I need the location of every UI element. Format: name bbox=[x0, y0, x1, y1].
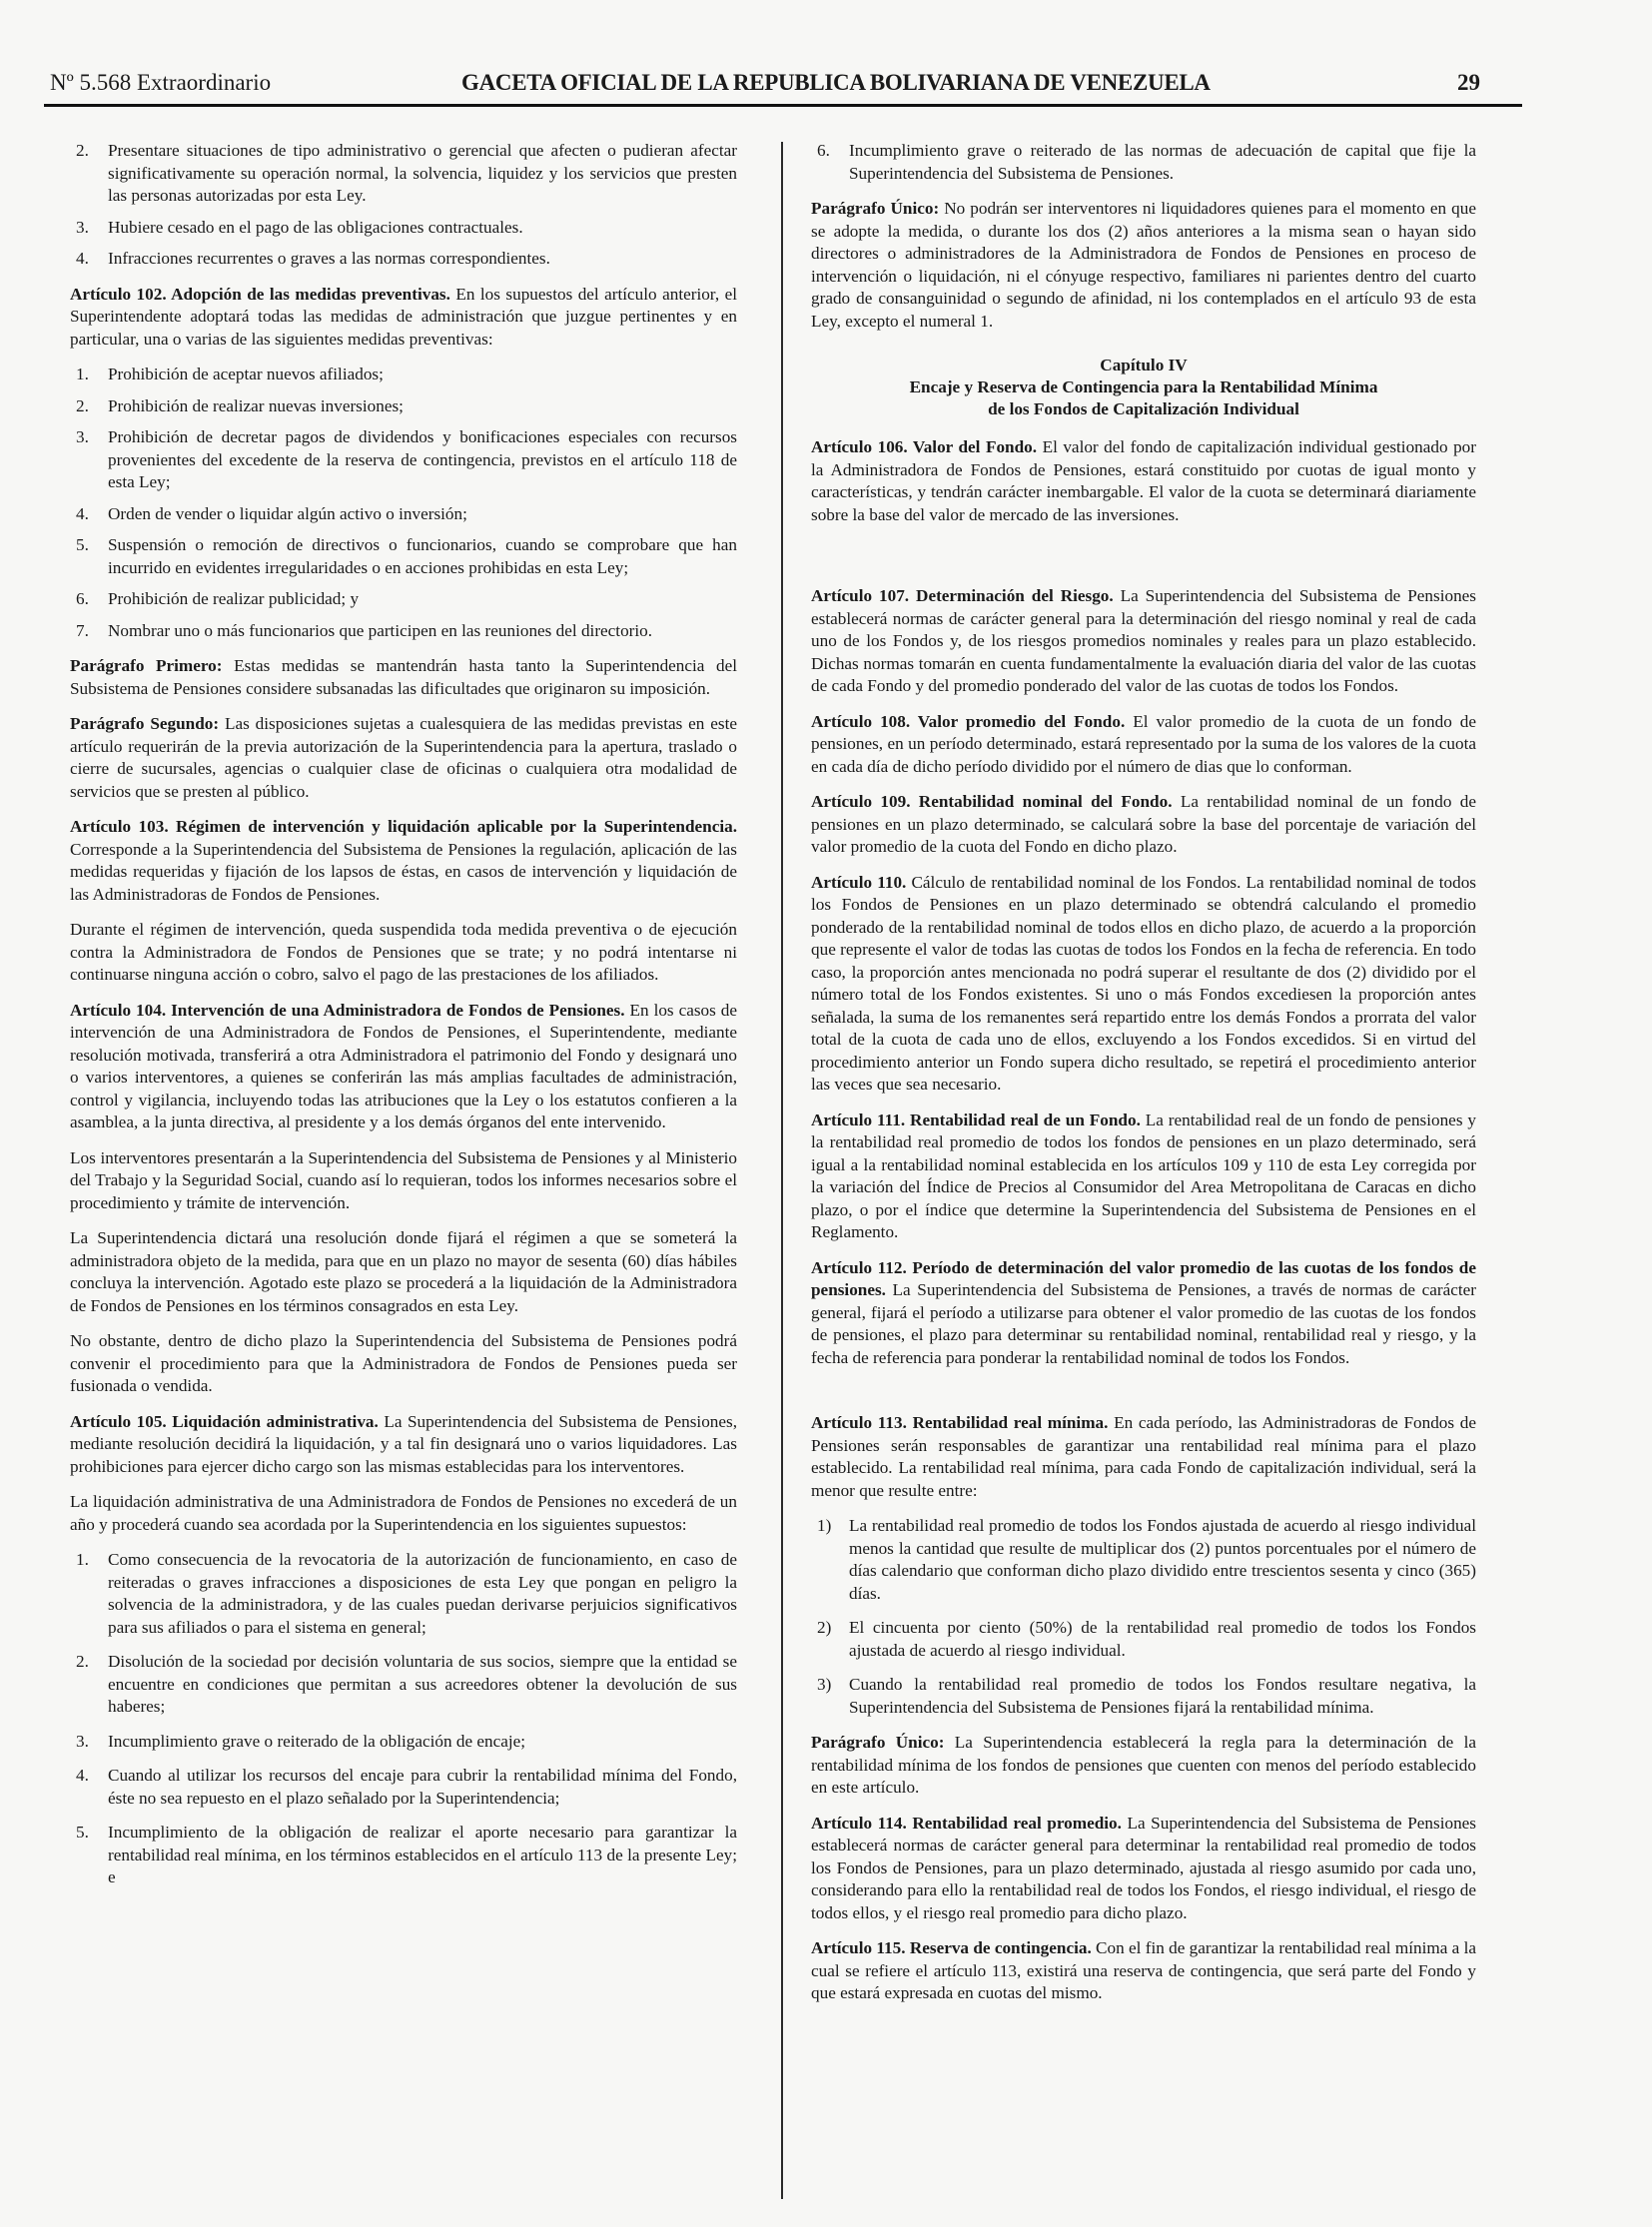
list-item-text: Prohibición de decretar pagos de dividendos y bonificaciones especiales con recursos provenientes del excedente de la reserva de contingencia, previstos en el artículo 118 de esta Ley; bbox=[108, 427, 737, 491]
article-104-paragraph-2: Los interventores presentarán a la Superintendencia del Subsistema de Pensiones y al Ministerio del Trabajo y la Seguridad Social, cuando así lo requieran, todos los informes necesarios sobre el procedimiento y trámite de intervención. bbox=[70, 1147, 737, 1212]
article-115: Artículo 115. Reserva de contingencia. Con el fin de garantizar la rentabilidad real mínima a la cual se refiere el artículo 113, existirá una reserva de contingencia, que será parte del Fondo y que estará expresada en cuotas del mismo. bbox=[811, 1938, 1477, 2002]
list-item bbox=[70, 620, 737, 643]
list-item-number: 3) bbox=[817, 1675, 832, 1694]
list-continued-b bbox=[811, 140, 1476, 185]
chapter-title-line-1: Encaje y Reserva de Contingencia para la Rentabilidad Mínima bbox=[909, 377, 1378, 396]
list-item-text: Suspensión o remoción de directivos o funcionarios, cuando se comprobare que han incurrido en evidentes irregularidades o en acciones prohibidas en esta Ley; bbox=[108, 535, 737, 577]
list-item-text: Prohibición de aceptar nuevos afiliados; bbox=[108, 365, 384, 383]
paragraph-unico-113: Parágrafo Único: La Superintendencia establecerá la regla para la determinación de la rentabilidad mínima de los fondos de pensiones que cuenten con menos del período establecido en este artículo. bbox=[811, 1733, 1476, 1797]
article-108: Artículo 108. Valor promedio del Fondo. El valor promedio de la cuota de un fondo de pensiones, en un período determinado, estará representado por la suma de los valores de la cuota en cada día de dicho período dividido por el número de dias que lo conforman. bbox=[811, 711, 1476, 776]
list-item-text: Cuando la rentabilidad real promedio de todos los Fondos resultare negativa, la Superintendencia del Subsistema de Pensiones fijará la rentabilidad mínima. bbox=[849, 1675, 1476, 1717]
list-item-text: Nombrar uno o más funcionarios que participen en las reuniones del directorio. bbox=[108, 620, 653, 640]
gazette-title: GACETA OFICIAL DE LA REPUBLICA BOLIVARIANA DE VENEZUELA bbox=[461, 70, 1211, 95]
list-continued-a bbox=[70, 140, 737, 271]
list-item-text: Hubiere cesado en el pago de las obligaciones contractuales. bbox=[108, 217, 523, 237]
list-item-text: Incumplimiento grave o reiterado de las normas de adecuación de capital que fije la Superintendencia del Subsistema de Pensiones. bbox=[849, 141, 1476, 183]
list-item-text: Como consecuencia de la revocatoria de la autorización de funcionamiento, en caso de reiteradas o graves infracciones a disposiciones de esta Ley que pongan en peligro la solvencia de la administradora, y de las cuales puedan derivarse perjuicios significativos para sus afiliados o para el sistema en general; bbox=[108, 1550, 737, 1637]
spacer bbox=[811, 1382, 1476, 1412]
page-number: 29 bbox=[1457, 70, 1480, 95]
list-item-number: 3. bbox=[76, 1731, 89, 1751]
list-item bbox=[811, 1674, 1476, 1719]
list-item-number: 6. bbox=[76, 589, 89, 608]
chapter-number: Capítulo IV bbox=[1100, 356, 1188, 374]
list-item-number: 5. bbox=[76, 1823, 89, 1842]
list-item bbox=[70, 1651, 737, 1719]
list-item-number: 6. bbox=[817, 141, 830, 160]
list-item-number: 1. bbox=[76, 1550, 89, 1569]
article-105-paragraph-2: La liquidación administrativa de una Administradora de Fondos de Pensiones no excederá de un año y procederá cuando sea acordada por la Superintendencia en los siguientes supuestos: bbox=[70, 1492, 737, 1534]
paragraph-primero: Parágrafo Primero: Estas medidas se mantendrán hasta tanto la Superintendencia del Subsistema de Pensiones considere subsanadas las dificultades que originaron su imposición. bbox=[70, 656, 737, 698]
article-111: Artículo 111. Rentabilidad real de un Fondo. La rentabilidad real de un fondo de pensiones y la rentabilidad real promedio de todos los fondos de pensiones en un plazo determinado, será igual a la rentabilidad nominal establecida en los artículos 109 y 110 de esta Ley corregida por la variación del Índice de Precios al Consumidor del Area Metropolitana de Caracas en dicho plazo, o por el índice que determine la Superintendencia del Subsistema de Pensiones en el Reglamento. bbox=[811, 1110, 1476, 1241]
list-item-text: Orden de vender o liquidar algún activo o inversión; bbox=[108, 503, 467, 523]
article-105: Artículo 105. Liquidación administrativa. La Superintendencia del Subsistema de Pensiones, mediante resolución decidirá la liquidación, y a tal fin designará uno o varios liquidadores. Las prohibiciones para ejercer dicho cargo son las mismas establecidas para los interventores. bbox=[70, 1411, 737, 1476]
chapter-heading bbox=[811, 355, 1476, 420]
list-item bbox=[70, 588, 737, 611]
list-item bbox=[70, 248, 737, 271]
list-item-text: Incumplimiento grave o reiterado de la obligación de encaje; bbox=[108, 1731, 526, 1751]
article-112: Artículo 112. Período de determinación del valor promedio de las cuotas de los fondos de pensiones. La Superintendencia del Subsistema de Pensiones, a través de normas de carácter general, fijará el período a utilizarse para obtener el valor promedio de las cuotas de los fondos de pensiones, el plazo para determinar su rentabilidad nominal, rentabilidad real y riesgo, y la fecha de referencia para ponderar la rentabilidad nominal de todos los Fondos. bbox=[811, 1257, 1476, 1367]
article-103: Artículo 103. Régimen de intervención y liquidación aplicable por la Superintendencia. Corresponde a la Superintendencia del Subsistema de Pensiones la regulación, aplicación de las medidas requeridas y fijación de los lapsos de éstas, en casos de intervención y liquidación de las Administradoras de Fondos de Pensiones. bbox=[70, 817, 737, 904]
list-item bbox=[70, 426, 737, 494]
list-item-text: El cincuenta por ciento (50%) de la rentabilidad real promedio de todos los Fondos ajustada de acuerdo al riesgo individual. bbox=[849, 1618, 1476, 1660]
list-item-number: 3. bbox=[76, 217, 89, 237]
list-item-number: 2. bbox=[76, 395, 89, 415]
article-113: Artículo 113. Rentabilidad real mínima. En cada período, las Administradoras de Fondos de Pensiones serán responsables de garantizar una rentabilidad real mínima para el plazo establecido. La rentabilidad real mínima, para cada Fondo de capitalización individual, será la menor que resulte entre: bbox=[811, 1413, 1476, 1500]
list-item bbox=[70, 1549, 737, 1639]
article-104-paragraph-3: La Superintendencia dictará una resolución donde fijará el régimen a que se someterá la administradora objeto de la medida, para que en un plazo no mayor de sesenta (60) días hábiles concluya la intervención. Agotado este plazo se procederá a la liquidación de la Administradora de Fondos de Pensiones en los términos consagrados en esta Ley. bbox=[70, 1228, 737, 1315]
list-item-number: 2. bbox=[76, 1652, 89, 1671]
page-header bbox=[44, 62, 1522, 107]
list-item-text: Presentare situaciones de tipo administrativo o gerencial que afecten o pudieran afectar significativamente su operación normal, la solvencia, liquidez y los servicios que presten las personas autorizadas por esta Ley. bbox=[108, 141, 737, 205]
left-column bbox=[70, 140, 737, 1902]
list-item-number: 7. bbox=[76, 620, 89, 640]
list-item-number: 4. bbox=[76, 249, 89, 268]
list-item bbox=[70, 1731, 737, 1754]
paragraph-unico: Parágrafo Único: No podrán ser interventores ni liquidadores quienes para el momento en que se adopte la medida, o durante los dos (2) años anteriores a la misma sean o hayan sido directores o administradores de la Administradora de Fondos de Pensiones en proceso de intervención o liquidación, ni el cónyuge respectivo, familiares ni parientes dentro del cuarto grado de consanguinidad o segundo de afinidad, ni los contemplados en el artículo 93 de esta Ley, excepto el numeral 1. bbox=[811, 199, 1476, 331]
list-item-number: 4. bbox=[76, 1766, 89, 1785]
list-article-113 bbox=[811, 1515, 1476, 1719]
list-item bbox=[70, 217, 737, 240]
chapter-title-line-2: de los Fondos de Capitalización Individual bbox=[988, 399, 1299, 418]
list-article-105 bbox=[70, 1549, 737, 1889]
list-article-102 bbox=[70, 364, 737, 642]
list-item bbox=[70, 364, 737, 386]
issue-number: Nº 5.568 Extraordinario bbox=[50, 70, 272, 95]
right-column bbox=[811, 140, 1476, 2018]
list-item bbox=[811, 1515, 1476, 1605]
list-item bbox=[70, 503, 737, 526]
list-item-text: Incumplimiento de la obligación de realizar el aporte necesario para garantizar la rentabilidad real mínima, en los términos establecidos en el artículo 113 de la presente Ley; e bbox=[108, 1823, 737, 1886]
list-item bbox=[70, 140, 737, 208]
paragraph-segundo: Parágrafo Segundo: Las disposiciones sujetas a cualesquiera de las medidas previstas en este artículo requerirán de la previa autorización de la Superintendencia para la apertura, traslado o cierre de sucursales, agencias o cualquier clase de oficinas o cualquiera otra modalidad de servicios que se presten al público. bbox=[70, 714, 737, 801]
list-item-text: Prohibición de realizar nuevas inversiones; bbox=[108, 395, 404, 415]
article-114: Artículo 114. Rentabilidad real promedio. La Superintendencia del Subsistema de Pensiones establecerá normas de carácter general para determinar la rentabilidad real promedio de todos los Fondos de Pensiones, para un plazo determinado, ajustada al riesgo asumido por cada uno, considerando para ello la rentabilidad real de todos los Fondos, el riesgo individual, el riesgo de todos ellos, y el riesgo real promedio para dicho plazo. bbox=[811, 1813, 1476, 1922]
list-item-number: 2. bbox=[76, 141, 89, 160]
list-item-number: 2) bbox=[817, 1618, 832, 1637]
article-104: Artículo 104. Intervención de una Administradora de Fondos de Pensiones. En los casos de intervención de una Administradora de Fondos de Pensiones, el Superintendente, mediante resolución motivada, transferirá a otra Administradora el patrimonio del Fondo y designará uno o varios interventores, a quienes se conferirán las más amplias facultades de administración, control y vigilancia, incluyendo todas las atribuciones que la Ley o los estatutos confieren a la asamblea, a la junta directiva, al presidente y a los demás órganos del ente intervenido. bbox=[70, 1000, 737, 1131]
list-item-number: 4. bbox=[76, 503, 89, 523]
article-103-paragraph-2: Durante el régimen de intervención, queda suspendida toda medida preventiva o de ejecución contra la Administradora de Fondos de Pensiones que se trate; y no podrá intentarse ni continuarse ninguna acción o cobro, salvo el pago de las prestaciones de los afiliados. bbox=[70, 920, 737, 984]
list-item-number: 1. bbox=[76, 365, 89, 383]
column-divider bbox=[781, 142, 783, 2199]
list-item-number: 5. bbox=[76, 535, 89, 554]
article-109: Artículo 109. Rentabilidad nominal del Fondo. La rentabilidad nominal de un fondo de pensiones en un plazo determinado, se calculará sobre la base del porcentaje de variación del valor promedio de la cuota del Fondo en dicho plazo. bbox=[811, 792, 1476, 856]
list-item bbox=[70, 1765, 737, 1810]
list-item bbox=[70, 534, 737, 579]
list-item-number: 1) bbox=[817, 1516, 832, 1535]
article-110: Artículo 110. Cálculo de rentabilidad nominal de los Fondos. La rentabilidad nominal de todos los Fondos de Pensiones en un plazo determinado se obtendrá calculando el promedio ponderado de la rentabilidad nominal de todos ellos en dicho plazo, de acuerdo a la proporción que represente el valor de todas las cuotas de todos los Fondos en la fecha de referencia. En todo caso, la proporción antes mencionada no podrá superar el resultante de dos (2) dividido por el número total de los Fondos existentes. Si uno o más Fondos excediesen la proporción antes señalada, la suma de los remanentes será repartido entre los demás Fondos a prorrata del valor total de la cuota de cada uno de ellos, excluyendo a los Fondos excedidos. Si en virtud del procedimiento anterior un Fondo supera dicho resultado, se repetirá el procedimiento anterior las veces que sea necesario. bbox=[811, 872, 1476, 1094]
list-item-text: La rentabilidad real promedio de todos los Fondos ajustada de acuerdo al riesgo individual menos la cantidad que resulte de multiplicar dos (2) puntos porcentuales por el número de días calendario que conforman dicho plazo dividido entre trescientos sesenta y cinco (365) días. bbox=[849, 1516, 1476, 1603]
list-item bbox=[811, 140, 1476, 185]
list-item bbox=[811, 1617, 1476, 1662]
article-102: Artículo 102. Adopción de las medidas preventivas. En los supuestos del artículo anterior, el Superintendente adoptará todas las medidas de administración que juzgue pertinentes y en particular, una o varias de las siguientes medidas preventivas: bbox=[70, 284, 737, 349]
list-item-number: 3. bbox=[76, 427, 89, 446]
list-item bbox=[70, 1822, 737, 1889]
list-item bbox=[70, 395, 737, 418]
spacer bbox=[811, 539, 1476, 585]
article-107: Artículo 107. Determinación del Riesgo. La Superintendencia del Subsistema de Pensiones establecerá normas de carácter general para la determinación del riesgo nominal y real de cada uno de los Fondos y, de los riesgos promedios nominales y reales para un plazo establecido. Dichas normas tomarán en cuenta fundamentalmente la evaluación diaria del valor de las cuotas de cada Fondo y del promedio ponderado del valor de las cuotas de todos los Fondos. bbox=[811, 586, 1476, 695]
list-item-text: Cuando al utilizar los recursos del encaje para cubrir la rentabilidad mínima del Fondo, éste no sea repuesto en el plazo señalado por la Superintendencia; bbox=[108, 1766, 737, 1808]
list-item-text: Prohibición de realizar publicidad; y bbox=[108, 589, 360, 608]
list-item-text: Infracciones recurrentes o graves a las normas correspondientes. bbox=[108, 249, 550, 268]
list-item-text: Disolución de la sociedad por decisión voluntaria de sus socios, siempre que la entidad se encuentre en condiciones que permitan a sus acreedores obtener la devolución de sus haberes; bbox=[108, 1652, 737, 1716]
article-104-paragraph-4: No obstante, dentro de dicho plazo la Superintendencia del Subsistema de Pensiones podrá convenir el procedimiento para que la Administradora de Fondos de Pensiones pueda ser fusionada o vendida. bbox=[70, 1331, 737, 1395]
article-106: Artículo 106. Valor del Fondo. El valor del fondo de capitalización individual gestionado por la Administradora de Fondos de Pensiones, estará constituido por cuotas de igual monto y características, y tendrán carácter inembargable. El valor de la cuota se determinará diariamente sobre la base del valor de mercado de las inversiones. bbox=[811, 437, 1476, 524]
